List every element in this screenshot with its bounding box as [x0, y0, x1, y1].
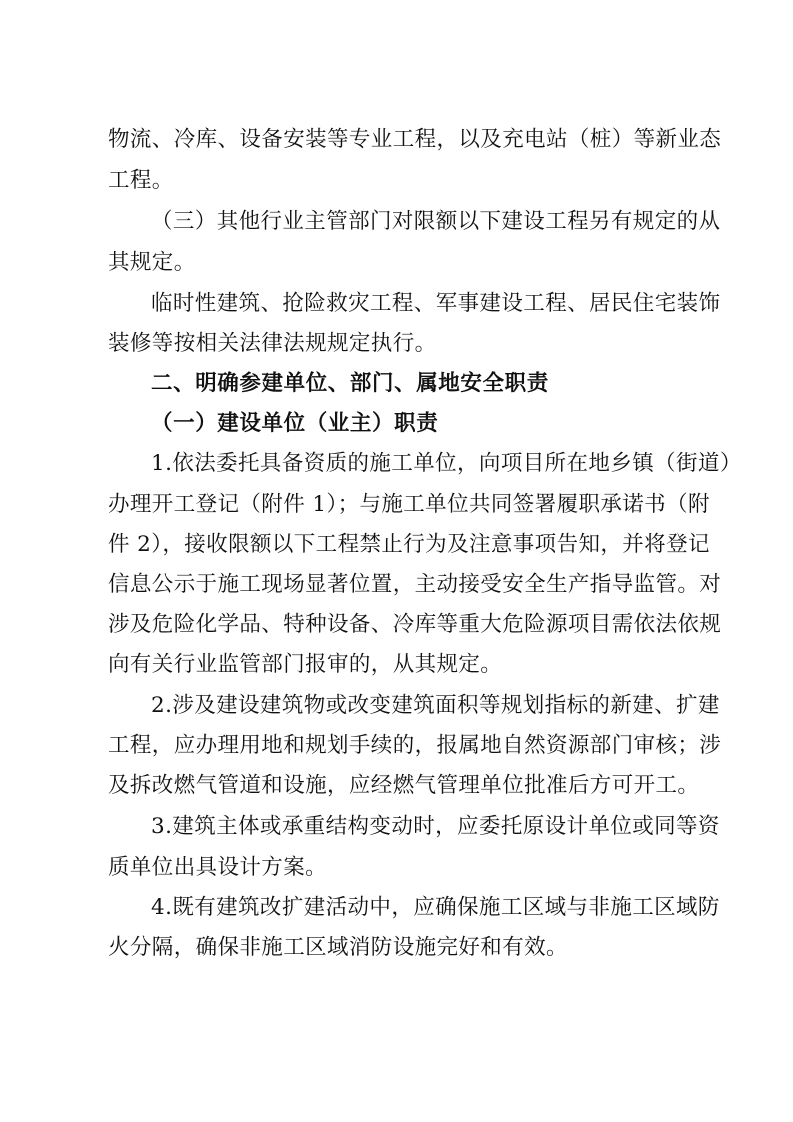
paragraph-line: 件 2），接收限额以下工程禁止行为及注意事项告知，并将登记: [108, 532, 710, 557]
paragraph-line: 火分隔，确保非施工区域消防设施完好和有效。: [108, 935, 568, 960]
paragraph-line: 物流、冷库、设备安装等专业工程，以及充电站（桩）等新业态: [108, 127, 722, 152]
paragraph-line: 办理开工登记（附件 1）；与施工单位共同签署履职承诺书（附: [108, 492, 710, 517]
paragraph-line: 质单位出具设计方案。: [108, 855, 328, 880]
paragraph-line: 装修等按相关法律法规规定执行。: [108, 331, 437, 356]
paragraph-line: 4.既有建筑改扩建活动中，应确保施工区域与非施工区域防: [151, 895, 720, 920]
paragraph-line: 2.涉及建设建筑物或改变建筑面积等规划指标的新建、扩建: [151, 693, 720, 718]
paragraph-line: 其规定。: [108, 250, 196, 275]
paragraph-line: 涉及危险化学品、特种设备、冷库等重大危险源项目需依法依规: [108, 612, 722, 637]
paragraph-line: 信息公示于施工现场显著位置，主动接受安全生产指导监管。对: [108, 572, 722, 597]
paragraph-line: 工程，应办理用地和规划手续的，报属地自然资源部门审核；涉: [108, 733, 722, 758]
paragraph-line: 向有关行业监管部门报审的，从其规定。: [108, 652, 503, 677]
section-heading: 二、明确参建单位、部门、属地安全职责: [151, 371, 549, 396]
paragraph-line: （三）其他行业主管部门对限额以下建设工程另有规定的从: [151, 209, 721, 234]
subsection-heading: （一）建设单位（业主）职责: [151, 411, 439, 436]
paragraph-line: 临时性建筑、抢险救灾工程、军事建设工程、居民住宅装饰: [151, 291, 721, 316]
paragraph-line: 3.建筑主体或承重结构变动时，应委托原设计单位或同等资: [151, 814, 720, 839]
paragraph-line: 1.依法委托具备资质的施工单位，向项目所在地乡镇（街道）: [151, 451, 742, 476]
paragraph-line: 及拆改燃气管道和设施，应经燃气管理单位批准后方可开工。: [108, 773, 700, 798]
paragraph-line: 工程。: [108, 168, 174, 193]
